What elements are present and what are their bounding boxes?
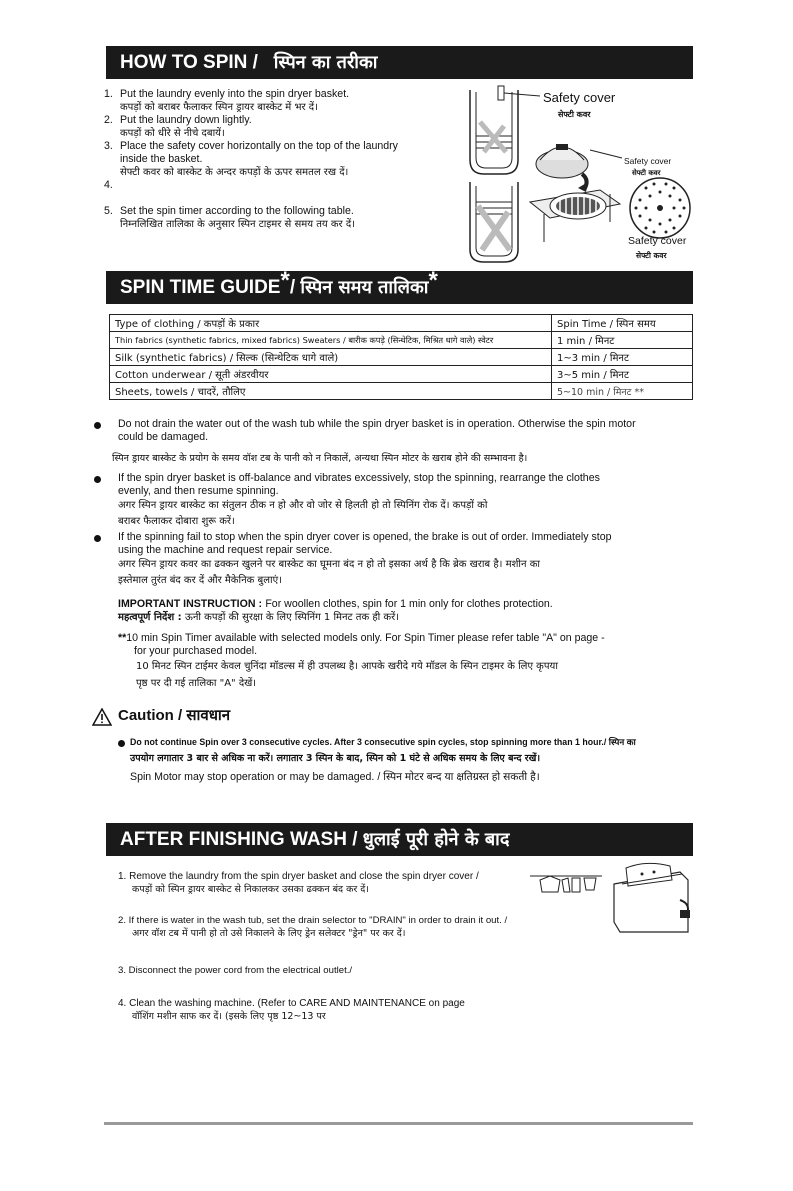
note-2 [118, 472, 698, 530]
step-4: 4. [104, 179, 113, 191]
footnote-en: 10 min Spin Timer available with selected models only. For Spin Timer please refer table "A" on page - [126, 632, 605, 644]
step-3-hi: सेफ्टी कवर को बास्केट के अन्दर कपड़ों के ऊपर समतल रख दें। [120, 167, 349, 178]
after-step-4-en: 4. Clean the washing machine. (Refer to CARE AND MAINTENANCE on page [118, 998, 465, 1009]
table-row [110, 366, 693, 383]
bullet-3 [94, 535, 104, 545]
note-2-en2: evenly, and then resume spinning. [118, 485, 279, 497]
after-step-4 [118, 997, 588, 1023]
caution-line-3: Spin Motor may stop operation or may be damaged. / स्पिन मोटर बन्द या क्षतिग्रस्त हो सकती है। [130, 771, 540, 783]
note-3-hi2: इस्तेमाल तुरंत बंद कर दें और मैकेनिक बुलाएं। [118, 575, 282, 586]
note-3-en2: using the machine and request repair service. [118, 544, 333, 556]
caution-text [130, 735, 690, 787]
safety-cover-label-2-hi: सेफ्टी कवर [632, 169, 661, 177]
caution-line-2: उपयोग लगातार 3 बार से अधिक ना करें। लगातार 3 स्पिन के बाद, स्पिन को 1 घंटे से अधिक समय के लिए बन्द रखें। [130, 753, 541, 764]
safety-cover-label-2: Safety cover [624, 156, 672, 166]
caution-title: Caution / सावधान [118, 707, 231, 724]
after-step-2-hi: अगर वॉश टब में पानी हो तो उसे निकालने के लिए ड्रेन सलेक्टर "ड्रेन" पर कर दें। [132, 928, 406, 939]
important-instruction [118, 598, 698, 624]
step-1-hi: कपड़ों को बराबर फैलाकर स्पिन ड्रायर बास्केट में भर दें। [120, 102, 318, 113]
bullet-2 [94, 476, 104, 486]
safety-cover-label-1-hi: सेफ्टी कवर [558, 110, 591, 119]
guide-title-en: SPIN TIME GUIDE [120, 277, 281, 298]
row-time: 1~3 min / मिनट [552, 349, 693, 366]
step-1: 1. Put the laundry evenly into the spin dryer basket. कपड़ों को बराबर फैलाकर स्पिन ड्रायर बास्केट में भर दें। [104, 88, 464, 114]
important-label-en: IMPORTANT INSTRUCTION : [118, 598, 262, 610]
header-time: Spin Time / स्पिन समय [552, 315, 693, 332]
step-5-hi: निम्नलिखित तालिका के अनुसार स्पिन टाइमर से समय तय कर दें। [120, 219, 355, 230]
note-2-hi: अगर स्पिन ड्रायर बास्केट का संतुलन ठीक न हो और वो जोर से हिलती हो तो स्पिनिंग रोक दें। कपड़ों को [118, 500, 488, 511]
after-step-1-en: 1. Remove the laundry from the spin dryer basket and close the spin dryer cover / [118, 871, 479, 882]
after-title-en: AFTER FINISHING WASH / [120, 829, 358, 850]
footnote [118, 632, 703, 692]
table-row [110, 349, 693, 366]
after-step-3-en: 3. Disconnect the power cord from the electrical outlet./ [118, 965, 353, 976]
footnote-hi: 10 मिनट स्पिन टाईमर केवल चुनिंदा मॉडल्स में ही उपलब्ध है। आपके खरीदे गये मॉडल के स्पिन टाइमर के लिए कृपया [136, 661, 558, 672]
note-2-hi2: बराबर फैलाकर दोबारा शुरू करें। [118, 516, 235, 527]
footnote-en2: for your purchased model. [134, 645, 258, 657]
row-type: Silk (synthetic fabrics) / सिल्क (सिन्थेटिक धागे वाले) [110, 349, 552, 366]
note-2-en: If the spin dryer basket is off-balance and vibrates excessively, stop the spinning, rearrange the clothes [118, 472, 600, 484]
table-header-row [110, 315, 693, 332]
caution-bullet [118, 740, 128, 750]
guide-star-2: * [428, 267, 438, 294]
note-3-en: If the spinning fail to stop when the spin dryer cover is opened, the brake is out of order. Immediately stop [118, 531, 612, 543]
note-1-en2: could be damaged. [118, 431, 209, 443]
row-time: 3~5 min / मिनट [552, 366, 693, 383]
note-1-hi: स्पिन ड्रायर बास्केट के प्रयोग के समय वॉश टब के पानी को न निकालें, अन्यथा स्पिन मोटर के खराब होने की सम्भावना है। [112, 453, 528, 464]
banner-title-en: HOW TO SPIN / [120, 52, 258, 73]
step-1-en: Put the laundry evenly into the spin dryer basket. [120, 88, 350, 100]
note-1 [118, 418, 698, 444]
header-type: Type of clothing / कपड़ों के प्रकार [110, 315, 552, 332]
row-time: 1 min / मिनट [552, 332, 693, 349]
guide-star: * [280, 267, 290, 294]
warning-icon [92, 708, 112, 726]
after-step-2-en: 2. If there is water in the wash tub, set the drain selector to "DRAIN" in order to drain it out. / [118, 915, 508, 926]
bullet-1 [94, 422, 104, 432]
table-row [110, 332, 693, 349]
machine-clothes-illustration [530, 860, 695, 940]
row-type: Thin fabrics (synthetic fabrics, mixed fabrics) Sweaters / बारीक कपड़े (सिन्थेटिक, मिश्रित धागे वाले) स्वेटर [110, 332, 552, 349]
after-step-3 [118, 964, 588, 977]
important-label-hi: महत्वपूर्ण निर्देश : [118, 612, 182, 623]
row-type: Sheets, towels / चादरें, तौलिए [110, 383, 552, 400]
guide-slash: / [289, 277, 296, 298]
guide-title-hi: स्पिन समय तालिका [300, 277, 429, 298]
spin-steps [104, 88, 464, 231]
footer-rule [104, 1122, 693, 1125]
step-2-hi: कपड़ों को धीरे से नीचे दबायें। [120, 128, 225, 139]
after-wash-banner [106, 823, 693, 856]
after-step-1 [118, 870, 588, 896]
step-3-en2: inside the basket. [120, 153, 203, 165]
after-title-hi: धुलाई पूरी होने के बाद [362, 829, 510, 850]
step-5-en: Set the spin timer according to the following table. [120, 205, 354, 217]
row-time: 5~10 min / मिनट ** [552, 383, 693, 400]
step-5: 5. Set the spin timer according to the following table. निम्नलिखित तालिका के अनुसार स्पिन टाइमर से समय तय कर दें। [104, 205, 464, 231]
footnote-hi2: पृष्ठ पर दी गई तालिका "A" देखें। [136, 678, 257, 689]
step-3: 3. Place the safety cover horizontally on the top of the laundry inside the basket. सेफ्टी कवर को बास्केट के अन्दर कपड़ों के ऊपर समतल रख दें। [104, 140, 464, 179]
footnote-marker: ** [118, 632, 127, 644]
after-step-2 [118, 914, 588, 940]
spin-time-table [109, 314, 693, 400]
banner-title-hi: स्पिन का तरीका [273, 52, 378, 73]
safety-cover-label-1: Safety cover [543, 90, 616, 105]
important-text-en: For woollen clothes, spin for 1 min only for clothes protection. [265, 598, 553, 610]
step-2-en: Put the laundry down lightly. [120, 114, 252, 126]
spin-time-guide-banner [106, 267, 693, 304]
after-step-1-hi: कपड़ों को स्पिन ड्रायर बास्केट से निकालकर उसका ढक्कन बंद कर दें। [132, 884, 369, 895]
note-1-en: Do not drain the water out of the wash tub while the spin dryer basket is in operation. Otherwise the spin motor [118, 418, 636, 430]
note-3 [118, 531, 698, 589]
table-row [110, 383, 693, 400]
safety-cover-label-3: Safety cover [628, 235, 687, 247]
caution-line-1: Do not continue Spin over 3 consecutive cycles. After 3 consecutive spin cycles, stop spinning more than 1 hour./ स्पिन का [130, 737, 636, 747]
step-3-en: Place the safety cover horizontally on the top of the laundry [120, 140, 398, 152]
safety-cover-label-3-hi: सेफ्टी कवर [636, 251, 667, 260]
row-type: Cotton underwear / सूती अंडरवीयर [110, 366, 552, 383]
important-text-hi: ऊनी कपड़ों की सुरक्षा के लिए स्पिनिंग 1 मिनट तक ही करें। [184, 612, 399, 623]
step-2: 2. Put the laundry down lightly. कपड़ों को धीरे से नीचे दबायें। [104, 114, 464, 140]
how-to-spin-banner [106, 46, 693, 79]
note-3-hi: अगर स्पिन ड्रायर कवर का ढक्कन खुलने पर बास्केट का घूमना बंद न हो तो इसका अर्थ है कि ब्रेक खराब है। मशीन का [118, 559, 540, 570]
after-step-4-hi: वॉशिंग मशीन साफ कर दें। (इसके लिए पृष्ठ 12~13 पर [132, 1011, 326, 1022]
